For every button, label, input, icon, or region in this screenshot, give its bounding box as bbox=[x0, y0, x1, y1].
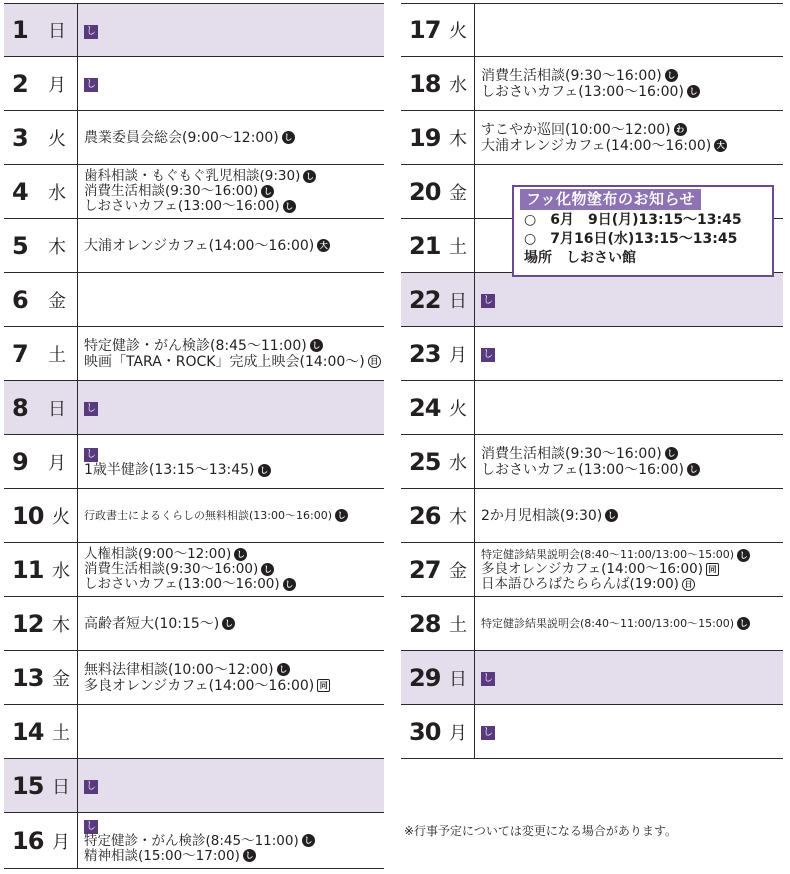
weekday-label: 土 bbox=[52, 722, 70, 744]
weekday-label: 金 bbox=[48, 290, 66, 312]
event-line bbox=[481, 562, 777, 577]
event-line bbox=[84, 169, 378, 184]
weekday-label: 土 bbox=[48, 344, 66, 366]
event-text: 行政書士によるくらしの無料相談(13:00～16:00) bbox=[84, 508, 332, 522]
day-number: 1 bbox=[12, 16, 28, 44]
events-cell bbox=[78, 165, 384, 218]
events-cell bbox=[78, 813, 384, 868]
day-number: 18 bbox=[409, 69, 441, 98]
events-cell bbox=[475, 381, 783, 434]
date-cell bbox=[401, 4, 475, 56]
events-cell bbox=[475, 705, 783, 758]
day-row bbox=[401, 327, 783, 381]
event-line bbox=[84, 834, 378, 849]
day-row bbox=[401, 57, 783, 111]
venue-icon: し bbox=[605, 509, 618, 522]
day-row bbox=[4, 273, 384, 327]
day-number: 20 bbox=[409, 177, 441, 206]
day-row bbox=[4, 327, 384, 381]
date-cell bbox=[4, 813, 78, 868]
event-text: 多良オレンジカフェ(14:00～16:00) bbox=[481, 561, 703, 577]
day-number: 30 bbox=[409, 717, 441, 746]
date-cell bbox=[401, 651, 475, 704]
day-number: 2 bbox=[12, 69, 28, 98]
day-number: 15 bbox=[12, 771, 44, 800]
library-closed-mark: し bbox=[86, 403, 96, 414]
event-line bbox=[84, 577, 378, 592]
date-cell bbox=[401, 543, 475, 596]
day-number: 10 bbox=[12, 501, 44, 530]
day-row bbox=[401, 597, 783, 651]
date-cell bbox=[4, 165, 78, 218]
day-number: 9 bbox=[12, 447, 28, 476]
date-cell bbox=[401, 327, 475, 380]
library-closed-mark: し bbox=[483, 295, 493, 306]
event-line bbox=[84, 508, 378, 524]
venue-icon: し bbox=[258, 464, 271, 477]
event-text: しおさいカフェ(13:00～16:00) bbox=[84, 198, 280, 214]
weekday-label: 金 bbox=[449, 182, 467, 204]
day-row bbox=[4, 381, 384, 435]
event-text: 無料法律相談(10:00～12:00) bbox=[84, 661, 274, 678]
event-line bbox=[481, 547, 777, 562]
date-cell bbox=[4, 759, 78, 812]
event-line bbox=[84, 662, 378, 678]
fluoride-notice-box bbox=[512, 185, 774, 277]
venue-icon: 大 bbox=[317, 239, 330, 252]
event-line bbox=[84, 354, 378, 370]
venue-icon: し bbox=[737, 617, 750, 630]
event-text: しおさいカフェ(13:00～16:00) bbox=[481, 461, 684, 478]
date-cell bbox=[4, 705, 78, 758]
events-cell bbox=[475, 273, 783, 326]
library-closed-mark: し bbox=[483, 673, 493, 684]
events-cell bbox=[78, 57, 384, 110]
venue-icon: わ bbox=[674, 123, 687, 136]
event-line bbox=[84, 547, 378, 562]
events-cell bbox=[78, 4, 384, 56]
event-text: 消費生活相談(9:30～16:00) bbox=[84, 561, 259, 577]
day-row bbox=[401, 273, 783, 327]
event-line bbox=[481, 508, 777, 524]
weekday-label: 日 bbox=[449, 668, 467, 690]
library-closed-mark: し bbox=[86, 820, 96, 832]
event-text: 特定健診・がん検診(8:45～11:00) bbox=[84, 832, 299, 849]
weekday-label: 木 bbox=[48, 236, 66, 258]
library-closed-mark: し bbox=[483, 349, 493, 360]
venue-icon: し bbox=[335, 509, 348, 522]
day-row bbox=[4, 705, 384, 759]
day-number: 19 bbox=[409, 123, 441, 152]
day-row bbox=[401, 111, 783, 165]
day-row bbox=[4, 489, 384, 543]
library-closed-mark: し bbox=[483, 727, 493, 738]
event-line bbox=[84, 184, 378, 199]
day-row bbox=[4, 57, 384, 111]
day-number: 6 bbox=[12, 285, 28, 314]
day-row bbox=[4, 165, 384, 219]
event-text: 特定健診・がん検診(8:45～11:00) bbox=[84, 337, 307, 354]
event-text: 消費生活相談(9:30～16:00) bbox=[481, 445, 662, 462]
event-text: 1歳半健診(13:15～13:45) bbox=[84, 462, 255, 478]
weekday-label: 月 bbox=[48, 452, 66, 474]
day-number: 13 bbox=[12, 663, 44, 692]
venue-icon: し bbox=[282, 131, 295, 144]
event-line bbox=[84, 130, 378, 146]
date-cell bbox=[401, 705, 475, 758]
event-line bbox=[84, 562, 378, 577]
venue-icon: 日 bbox=[368, 355, 381, 368]
events-cell bbox=[475, 543, 783, 596]
event-text: 農業委員会総会(9:00～12:00) bbox=[84, 129, 279, 146]
event-text: 特定健診結果説明会(8:40～11:00/13:00～15:00) bbox=[481, 548, 735, 561]
day-number: 29 bbox=[409, 663, 441, 692]
calendar-column-left bbox=[4, 3, 384, 869]
day-number: 4 bbox=[12, 177, 28, 206]
notice-location: 場所 しおさい館 bbox=[524, 250, 636, 266]
weekday-label: 日 bbox=[48, 21, 66, 42]
weekday-label: 土 bbox=[449, 236, 467, 258]
events-cell bbox=[78, 219, 384, 272]
date-cell bbox=[4, 435, 78, 488]
weekday-label: 月 bbox=[449, 344, 467, 366]
day-number: 25 bbox=[409, 447, 441, 476]
venue-icon: し bbox=[283, 578, 296, 591]
day-number: 7 bbox=[12, 339, 28, 368]
venue-icon: し bbox=[283, 200, 296, 213]
library-closed-mark: し bbox=[86, 449, 96, 460]
day-number: 24 bbox=[409, 393, 441, 422]
event-text: 大浦オレンジカフェ(14:00～16:00) bbox=[84, 237, 315, 254]
day-row bbox=[4, 813, 384, 869]
day-number: 26 bbox=[409, 501, 441, 530]
date-cell bbox=[4, 327, 78, 380]
day-number: 28 bbox=[409, 609, 441, 638]
venue-icon: し bbox=[234, 548, 247, 561]
venue-icon: 日 bbox=[682, 578, 695, 591]
weekday-label: 水 bbox=[449, 452, 467, 474]
date-cell bbox=[401, 759, 475, 813]
date-cell bbox=[4, 4, 78, 56]
day-number: 22 bbox=[409, 285, 441, 314]
date-cell bbox=[4, 381, 78, 434]
day-row bbox=[401, 705, 783, 759]
date-cell bbox=[4, 489, 78, 542]
day-row bbox=[4, 759, 384, 813]
event-line bbox=[481, 68, 777, 84]
weekday-label: 木 bbox=[449, 128, 467, 150]
event-text: 歯科相談・もぐもぐ乳児相談(9:30) bbox=[84, 168, 301, 184]
venue-icon: し bbox=[261, 563, 274, 576]
day-row bbox=[4, 435, 384, 489]
weekday-label: 水 bbox=[449, 74, 467, 96]
venue-icon: 大 bbox=[714, 139, 727, 152]
venue-icon: し bbox=[687, 463, 700, 476]
events-cell bbox=[475, 759, 783, 813]
events-cell bbox=[475, 651, 783, 704]
events-cell bbox=[78, 111, 384, 164]
events-cell bbox=[78, 435, 384, 488]
day-row bbox=[401, 381, 783, 435]
footer-note: ※行事予定については変更になる場合があります。 bbox=[404, 824, 677, 838]
date-cell bbox=[401, 111, 475, 164]
weekday-label: 金 bbox=[449, 560, 467, 582]
day-number: 8 bbox=[12, 393, 28, 422]
day-row bbox=[4, 111, 384, 165]
date-cell bbox=[401, 597, 475, 650]
event-text: 精神相談(15:00～17:00) bbox=[84, 847, 240, 864]
date-cell bbox=[4, 219, 78, 272]
date-cell bbox=[401, 489, 475, 542]
notice-line-2: ○ 7月16日(水)13:15～13:45 bbox=[524, 231, 738, 247]
venue-icon: し bbox=[687, 85, 700, 98]
venue-icon: 同 bbox=[317, 679, 330, 692]
date-cell bbox=[4, 651, 78, 704]
day-row bbox=[4, 219, 384, 273]
events-cell bbox=[78, 759, 384, 812]
event-text: 日本語ひろばたららんば(19:00) bbox=[481, 576, 679, 592]
day-row bbox=[4, 651, 384, 705]
venue-icon: し bbox=[243, 849, 256, 862]
date-cell bbox=[401, 57, 475, 110]
day-row bbox=[4, 543, 384, 597]
events-cell bbox=[78, 273, 384, 326]
events-cell bbox=[475, 4, 783, 56]
date-cell bbox=[401, 435, 475, 488]
event-line bbox=[481, 446, 777, 462]
events-cell bbox=[78, 597, 384, 650]
event-text: 映画「TARA・ROCK」完成上映会(14:00～) bbox=[84, 353, 365, 370]
event-text: 消費生活相談(9:30～16:00) bbox=[84, 183, 259, 199]
date-cell bbox=[4, 111, 78, 164]
weekday-label: 火 bbox=[449, 398, 467, 420]
event-text: 2か月児相談(9:30) bbox=[481, 507, 603, 524]
weekday-label: 月 bbox=[52, 831, 70, 853]
event-text: 多良オレンジカフェ(14:00～16:00) bbox=[84, 677, 315, 694]
event-line bbox=[84, 616, 378, 632]
day-number: 27 bbox=[409, 555, 441, 584]
notice-title: フッ化物塗布のお知らせ bbox=[520, 189, 701, 210]
day-number: 12 bbox=[12, 609, 44, 638]
event-line bbox=[84, 462, 378, 478]
event-line bbox=[481, 616, 777, 632]
event-text: 大浦オレンジカフェ(14:00～16:00) bbox=[481, 137, 712, 154]
event-text: しおさいカフェ(13:00～16:00) bbox=[481, 83, 684, 100]
day-row bbox=[401, 543, 783, 597]
event-line bbox=[84, 199, 378, 214]
weekday-label: 日 bbox=[449, 290, 467, 312]
events-cell bbox=[475, 111, 783, 164]
date-cell bbox=[4, 597, 78, 650]
venue-icon: し bbox=[310, 339, 323, 352]
date-cell bbox=[401, 381, 475, 434]
date-cell bbox=[4, 273, 78, 326]
day-number: 21 bbox=[409, 231, 441, 260]
weekday-label: 土 bbox=[449, 614, 467, 636]
weekday-label: 金 bbox=[52, 668, 70, 690]
venue-icon: し bbox=[302, 834, 315, 847]
day-row bbox=[401, 651, 783, 705]
event-text: 消費生活相談(9:30～16:00) bbox=[481, 67, 662, 84]
venue-icon: し bbox=[303, 170, 316, 183]
events-cell bbox=[475, 489, 783, 542]
weekday-label: 月 bbox=[48, 74, 66, 96]
events-cell bbox=[475, 57, 783, 110]
day-row bbox=[401, 489, 783, 543]
venue-icon: し bbox=[665, 447, 678, 460]
weekday-label: 火 bbox=[449, 21, 467, 42]
library-closed-mark: し bbox=[86, 781, 96, 792]
day-number: 3 bbox=[12, 123, 28, 152]
day-row bbox=[4, 3, 384, 57]
day-number: 14 bbox=[12, 717, 44, 746]
date-cell bbox=[401, 273, 475, 326]
venue-icon: し bbox=[737, 549, 750, 562]
date-cell bbox=[401, 219, 475, 272]
day-row bbox=[401, 435, 783, 489]
events-cell bbox=[78, 543, 384, 596]
event-line bbox=[84, 678, 378, 694]
venue-icon: 同 bbox=[706, 563, 719, 576]
weekday-label: 月 bbox=[449, 722, 467, 744]
venue-icon: し bbox=[222, 617, 235, 630]
event-text: 高齢者短大(10:15～) bbox=[84, 615, 220, 632]
events-cell bbox=[78, 651, 384, 704]
date-cell bbox=[4, 543, 78, 596]
date-cell bbox=[401, 165, 475, 218]
day-number: 17 bbox=[409, 16, 441, 44]
day-row bbox=[401, 759, 783, 813]
weekday-label: 火 bbox=[48, 128, 66, 150]
calendar-column-right bbox=[401, 3, 783, 813]
day-number: 16 bbox=[12, 826, 44, 855]
venue-icon: し bbox=[261, 185, 274, 198]
event-line bbox=[84, 849, 378, 864]
notice-line-1: ○ 6月 9日(月)13:15～13:45 bbox=[524, 212, 742, 228]
event-line bbox=[481, 462, 777, 478]
event-line bbox=[481, 138, 777, 154]
weekday-label: 水 bbox=[52, 560, 70, 582]
venue-icon: し bbox=[665, 69, 678, 82]
event-text: しおさいカフェ(13:00～16:00) bbox=[84, 576, 280, 592]
day-number: 23 bbox=[409, 339, 441, 368]
weekday-label: 日 bbox=[52, 776, 70, 798]
day-row bbox=[4, 597, 384, 651]
library-closed-mark: し bbox=[86, 79, 96, 90]
date-cell bbox=[4, 57, 78, 110]
weekday-label: 水 bbox=[48, 182, 66, 204]
event-text: 特定健診結果説明会(8:40～11:00/13:00～15:00) bbox=[481, 616, 735, 630]
event-line bbox=[481, 577, 777, 592]
event-line bbox=[84, 238, 378, 254]
events-cell bbox=[78, 327, 384, 380]
event-text: すこやか巡回(10:00～12:00) bbox=[481, 121, 671, 138]
event-line bbox=[84, 338, 378, 354]
day-number: 5 bbox=[12, 231, 28, 260]
day-row bbox=[401, 3, 783, 57]
events-cell bbox=[78, 489, 384, 542]
venue-icon: し bbox=[277, 663, 290, 676]
event-line bbox=[481, 84, 777, 100]
events-cell bbox=[78, 705, 384, 758]
events-cell bbox=[475, 435, 783, 488]
events-cell bbox=[78, 381, 384, 434]
weekday-label: 木 bbox=[449, 506, 467, 528]
event-text: 人権相談(9:00～12:00) bbox=[84, 546, 232, 562]
events-cell bbox=[475, 327, 783, 380]
events-cell bbox=[475, 597, 783, 650]
weekday-label: 火 bbox=[52, 506, 70, 528]
event-line bbox=[481, 122, 777, 138]
library-closed-mark: し bbox=[86, 25, 96, 37]
weekday-label: 日 bbox=[48, 398, 66, 420]
day-number: 11 bbox=[12, 555, 44, 584]
weekday-label: 木 bbox=[52, 614, 70, 636]
